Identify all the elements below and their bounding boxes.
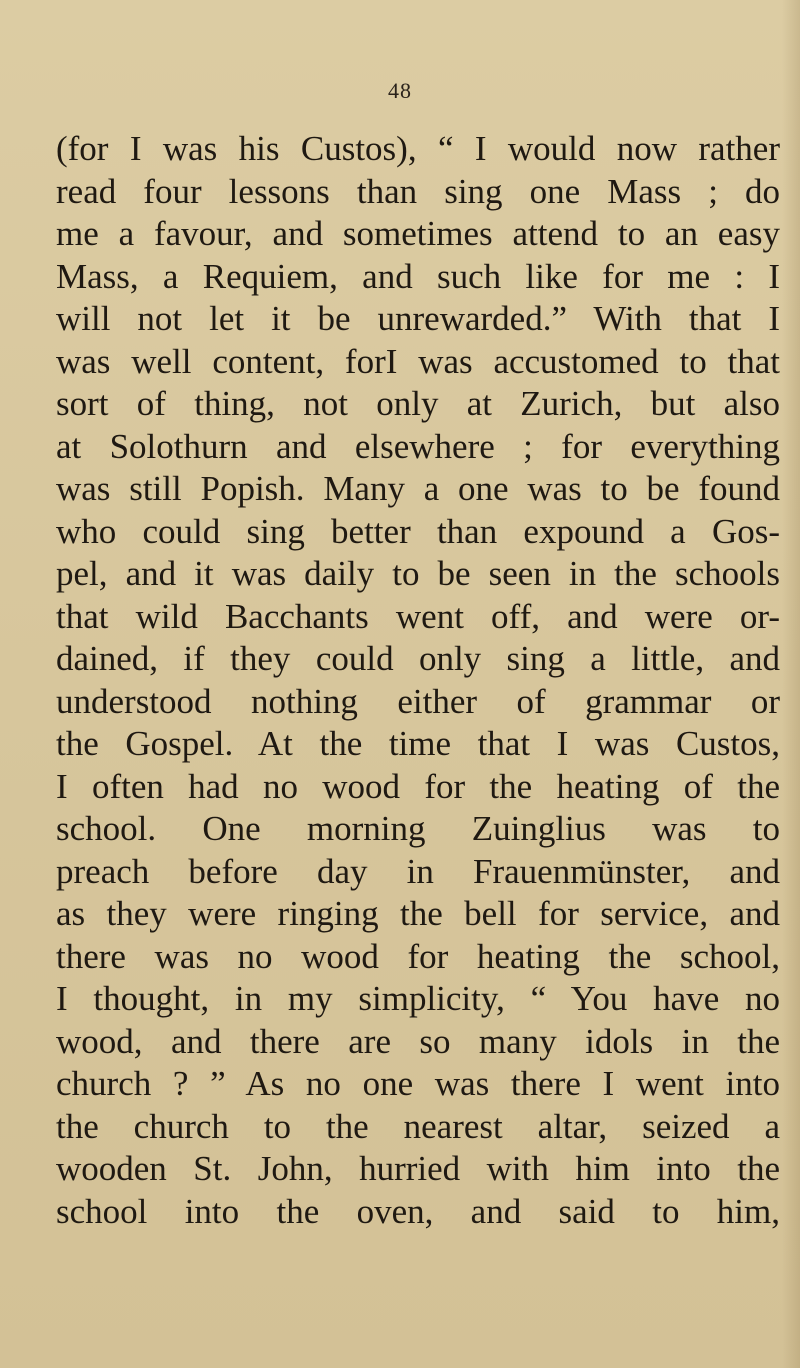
text-line-19: as they were ringing the bell for service, and bbox=[56, 894, 780, 933]
text-line-21: I thought, in my simplicity, “ You have no bbox=[56, 979, 780, 1018]
text-line-12: that wild Bacchants went off, and were or- bbox=[56, 596, 780, 636]
text-line-25: wooden St. John, hurried with him into the bbox=[56, 1149, 780, 1188]
text-line-4: Mass, a Requiem, and such like for me : I bbox=[56, 256, 780, 296]
text-line-7: sort of thing, not only at Zurich, but also bbox=[56, 384, 780, 423]
text-line-2: read four lessons than sing one Mass ; do bbox=[56, 171, 780, 211]
text-line-20: there was no wood for heating the school, bbox=[56, 936, 780, 976]
text-line-22: wood, and there are so many idols in the bbox=[56, 1021, 780, 1061]
text-line-1: (for I was his Custos), “ I would now rather bbox=[56, 129, 780, 168]
text-line-18: preach before day in Frauenmünster, and bbox=[56, 851, 780, 891]
text-line-26: school into the oven, and said to him, bbox=[56, 1191, 780, 1231]
text-line-15: the Gospel. At the time that I was Custos, bbox=[56, 724, 780, 763]
text-line-3: me a favour, and sometimes attend to an easy bbox=[56, 214, 780, 253]
text-line-14: understood nothing either of grammar or bbox=[56, 681, 780, 721]
text-line-5: will not let it be unrewarded.” With that I bbox=[56, 299, 780, 338]
text-line-13: dained, if they could only sing a little, and bbox=[56, 639, 780, 678]
page-number: 48 bbox=[388, 78, 412, 103]
text-line-24: the church to the nearest altar, seized a bbox=[56, 1106, 780, 1146]
text-line-17: school. One morning Zuinglius was to bbox=[56, 809, 780, 848]
text-line-23: church ? ” As no one was there I went into bbox=[56, 1064, 780, 1103]
text-line-6: was well content, forI was accustomed to that bbox=[56, 341, 780, 381]
text-line-9: was still Popish. Many a one was to be found bbox=[56, 469, 780, 508]
text-line-11: pel, and it was daily to be seen in the schools bbox=[56, 554, 780, 593]
text-line-10: who could sing better than expound a Gos- bbox=[56, 511, 780, 551]
body-text bbox=[56, 128, 780, 1233]
text-line-16: I often had no wood for the heating of the bbox=[56, 766, 780, 806]
page-edge-shadow bbox=[782, 0, 800, 1368]
text-line-8: at Solothurn and elsewhere ; for everything bbox=[56, 426, 780, 466]
